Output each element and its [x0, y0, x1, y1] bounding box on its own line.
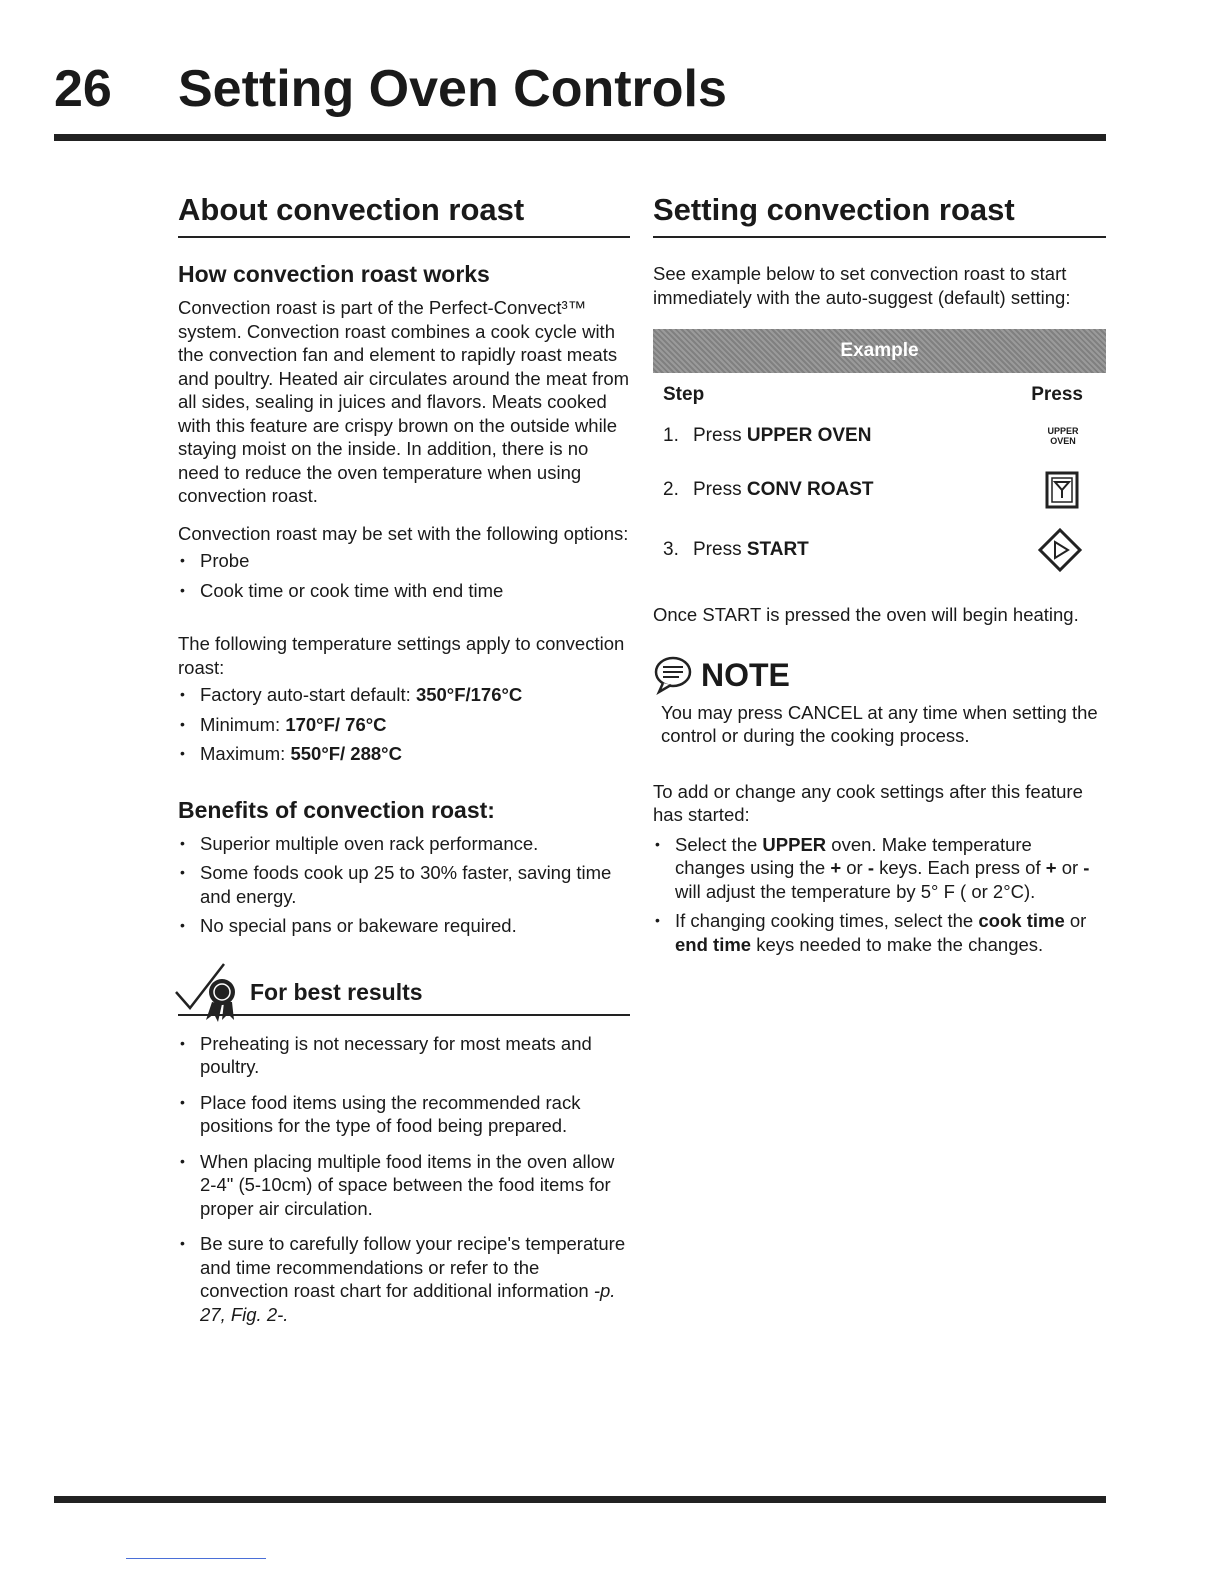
- options-intro: Convection roast may be set with the following options:: [178, 522, 629, 544]
- col-press: Press: [1031, 384, 1083, 405]
- list-item: [178, 1232, 630, 1326]
- benefits-heading: Benefits of convection roast:: [178, 796, 495, 823]
- table-row: [663, 409, 1083, 463]
- start-key-icon[interactable]: [1037, 527, 1083, 573]
- step-prefix: Press: [693, 479, 747, 500]
- list-item: [653, 909, 1106, 956]
- temp-label: Factory auto-start default:: [200, 684, 416, 705]
- left-column: [178, 190, 630, 1338]
- text: or: [841, 857, 868, 878]
- options-list: [178, 549, 630, 602]
- temp-value: 170°F/ 76°C: [285, 713, 387, 735]
- upper-oven-key[interactable]: [1043, 426, 1083, 446]
- text-bold: -: [867, 857, 875, 878]
- text: or: [1064, 910, 1087, 931]
- change-intro: To add or change any cook settings after this feature has started:: [653, 780, 1083, 825]
- step-number: 2.: [663, 479, 679, 500]
- page-reference: -p. 27, Fig. 2-.: [200, 1280, 616, 1325]
- about-section-title: About convection roast: [178, 190, 630, 238]
- benefits-list: [178, 832, 630, 938]
- text: Select the: [675, 833, 763, 855]
- key-label-line2: OVEN: [1050, 436, 1076, 446]
- best-last-text: Be sure to carefully follow your recipe's temperature and time recommendations or refer to the convection roast chart for additional information: [200, 1233, 626, 1301]
- note-icon: [653, 655, 701, 695]
- step-key: START: [746, 539, 809, 560]
- footer-link-line: [126, 1558, 266, 1559]
- list-item: • Superior multiple oven rack performance.: [178, 832, 630, 856]
- text-bold: +: [830, 857, 842, 878]
- list-item: • Cook time or cook time with end time: [178, 579, 630, 603]
- step-prefix: Press: [693, 425, 747, 446]
- temp-value: 550°F/ 288°C: [290, 743, 402, 764]
- table-row: [663, 517, 1083, 583]
- after-start-text: Once START is pressed the oven will begin heating.: [653, 604, 1079, 625]
- list-item: • No special pans or bakeware required.: [178, 914, 630, 938]
- list-item: [178, 742, 630, 766]
- text-bold: cook time: [978, 910, 1065, 931]
- step-prefix: Press: [693, 539, 747, 560]
- text: or: [1056, 857, 1084, 878]
- step-number: 3.: [663, 539, 679, 560]
- award-ribbon-icon: [172, 958, 238, 1024]
- list-item: [178, 713, 630, 737]
- text-bold: end time: [675, 933, 752, 955]
- key-label-line1: UPPER: [1047, 426, 1079, 436]
- example-table: [663, 381, 1083, 583]
- text-bold: -: [1083, 857, 1090, 878]
- setting-section-title: Setting convection roast: [653, 190, 1106, 238]
- text: If changing cooking times, select the: [675, 910, 979, 931]
- conv-roast-key-icon[interactable]: [1043, 470, 1083, 510]
- text: keys. Each press of: [874, 857, 1046, 878]
- text-bold: UPPER: [762, 833, 827, 855]
- temp-label: Minimum:: [200, 713, 286, 735]
- step-key: UPPER OVEN: [746, 425, 872, 446]
- list-item: • Some foods cook up 25 to 30% faster, saving time and energy.: [178, 861, 630, 908]
- step-key: CONV ROAST: [746, 479, 874, 500]
- page-title: Setting Oven Controls: [178, 60, 727, 118]
- list-item: • Preheating is not necessary for most meats and poultry.: [178, 1032, 630, 1079]
- step-text: [663, 539, 809, 561]
- header-rule: [54, 134, 1106, 141]
- temp-label: Maximum:: [200, 743, 291, 764]
- change-list: [653, 833, 1106, 957]
- setting-intro: See example below to set convection roast to start immediately with the auto-suggest (default) setting:: [653, 263, 1071, 308]
- col-step: Step: [663, 384, 705, 405]
- footer-rule: [54, 1496, 1106, 1503]
- temps-list: [178, 683, 630, 766]
- text: keys needed to make the changes.: [751, 933, 1044, 955]
- note-title: NOTE: [701, 656, 790, 693]
- list-item: • Probe: [178, 549, 630, 573]
- temp-intro: The following temperature settings apply to convection roast:: [178, 633, 625, 678]
- list-item: [653, 833, 1106, 904]
- table-row: [663, 463, 1083, 517]
- list-item: • Place food items using the recommended rack positions for the type of food being prepared.: [178, 1091, 630, 1138]
- note-header: [653, 655, 1106, 695]
- text: will adjust the temperature by 5° F ( or 2°C).: [675, 880, 1036, 902]
- how-paragraph: Convection roast is part of the Perfect-Convect³™ system. Convection roast combines a cook cycle with the convection fan and element to rapidly roast meats and poultry. Heated air circulates around the meat from all sides, sealing in juices and flavors. Meats cooked with this feature are crispy brown on the outside while staying moist on the inside. In addition, there is no need to reduce the oven temperature when using convection roast.: [178, 297, 630, 506]
- best-results-header: [178, 962, 630, 1016]
- step-text: [663, 479, 874, 501]
- list-item: • When placing multiple food items in the oven allow 2-4" (5-10cm) of space between the food items for proper air circulation.: [178, 1150, 630, 1221]
- page-number: 26: [54, 60, 112, 118]
- text-bold: +: [1045, 857, 1057, 878]
- example-banner: Example: [653, 329, 1106, 373]
- right-column: [653, 190, 1106, 962]
- example-table-header: [663, 381, 1083, 409]
- best-results-list: [178, 1032, 630, 1327]
- temp-value: 350°F/176°C: [415, 684, 523, 705]
- note-body: You may press CANCEL at any time when setting the control or during the cooking process.: [661, 701, 1098, 746]
- step-text: [663, 425, 871, 447]
- best-results-title: For best results: [250, 978, 423, 1005]
- step-number: 1.: [663, 425, 679, 446]
- list-item: [178, 683, 630, 707]
- how-heading: How convection roast works: [178, 261, 490, 287]
- text: oven. Make temperature changes using the: [675, 833, 1032, 878]
